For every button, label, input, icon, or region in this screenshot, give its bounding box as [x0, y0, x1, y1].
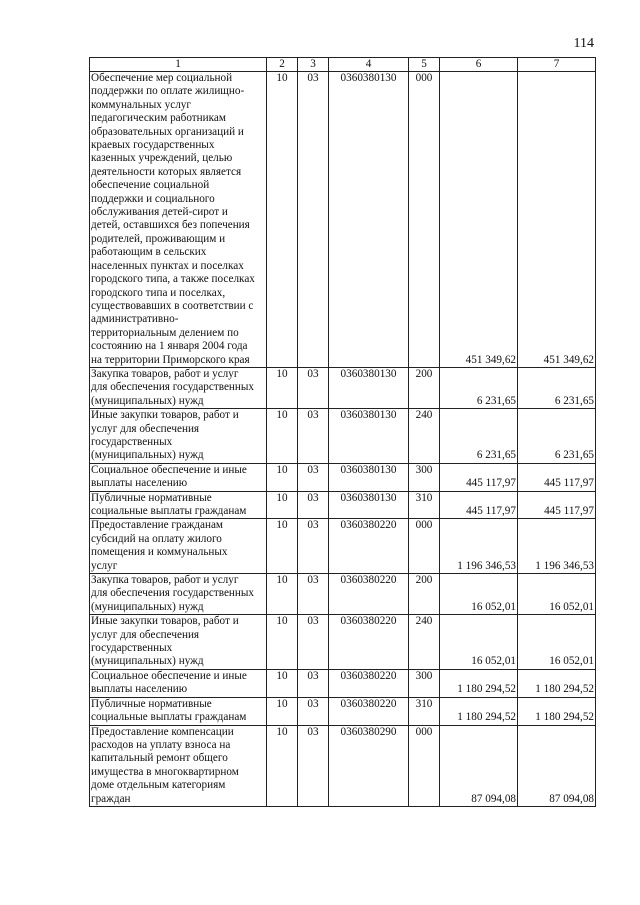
amount-col6: 445 117,97 — [440, 491, 518, 519]
target-article-code: 0360380290 — [329, 725, 409, 806]
column-header: 2 — [267, 58, 298, 72]
expense-name-cell — [90, 697, 267, 725]
expense-name-cell — [90, 574, 267, 615]
amount-col6: 6 231,65 — [440, 367, 518, 408]
section-code: 10 — [267, 725, 298, 806]
expense-type-code: 000 — [409, 725, 440, 806]
amount-col6: 16 052,01 — [440, 574, 518, 615]
section-code: 10 — [267, 491, 298, 519]
amount-col6: 1 180 294,52 — [440, 697, 518, 725]
section-code: 10 — [267, 409, 298, 464]
section-code: 10 — [267, 519, 298, 574]
table-row — [90, 574, 596, 615]
subsection-code: 03 — [298, 725, 329, 806]
header-row — [90, 58, 596, 72]
table-row — [90, 409, 596, 464]
column-header: 3 — [298, 58, 329, 72]
target-article-code: 0360380130 — [329, 463, 409, 491]
target-article-code: 0360380220 — [329, 697, 409, 725]
amount-col6: 451 349,62 — [440, 72, 518, 368]
expense-name-cell — [90, 463, 267, 491]
subsection-code: 03 — [298, 491, 329, 519]
page-number: 114 — [573, 36, 594, 51]
table-row — [90, 491, 596, 519]
expense-type-code: 310 — [409, 491, 440, 519]
expense-name: Предоставление компенсации расходов на уплату взноса на капитальный ремонт общего имущества в многоквартирном доме отдельным категориям граждан — [91, 725, 239, 805]
expense-name-cell — [90, 367, 267, 408]
table-row — [90, 615, 596, 670]
expense-type-code: 310 — [409, 697, 440, 725]
amount-col7: 6 231,65 — [518, 367, 596, 408]
section-code: 10 — [267, 615, 298, 670]
amount-col7: 1 180 294,52 — [518, 697, 596, 725]
subsection-code: 03 — [298, 615, 329, 670]
expense-type-code: 200 — [409, 367, 440, 408]
expense-name: Закупка товаров, работ и услуг для обеспечения государственных (муниципальных) нужд — [91, 367, 255, 407]
column-header: 7 — [518, 58, 596, 72]
target-article-code: 0360380130 — [329, 491, 409, 519]
amount-col6: 445 117,97 — [440, 463, 518, 491]
expense-type-code: 240 — [409, 615, 440, 670]
amount-col7: 445 117,97 — [518, 491, 596, 519]
target-article-code: 0360380220 — [329, 615, 409, 670]
subsection-code: 03 — [298, 463, 329, 491]
budget-table — [89, 57, 596, 807]
section-code: 10 — [267, 72, 298, 368]
column-header: 5 — [409, 58, 440, 72]
subsection-code: 03 — [298, 697, 329, 725]
subsection-code: 03 — [298, 519, 329, 574]
section-code: 10 — [267, 367, 298, 408]
table-row — [90, 72, 596, 368]
expense-name: Публичные нормативные социальные выплаты гражданам — [91, 697, 247, 724]
amount-col7: 87 094,08 — [518, 725, 596, 806]
table-row — [90, 463, 596, 491]
expense-name-cell — [90, 615, 267, 670]
target-article-code: 0360380130 — [329, 409, 409, 464]
amount-col7: 1 196 346,53 — [518, 519, 596, 574]
expense-name-cell — [90, 519, 267, 574]
amount-col6: 6 231,65 — [440, 409, 518, 464]
expense-type-code: 000 — [409, 519, 440, 574]
target-article-code: 0360380130 — [329, 72, 409, 368]
subsection-code: 03 — [298, 574, 329, 615]
expense-type-code: 300 — [409, 463, 440, 491]
amount-col7: 6 231,65 — [518, 409, 596, 464]
amount-col7: 16 052,01 — [518, 574, 596, 615]
expense-name: Социальное обеспечение и иные выплаты населению — [91, 669, 247, 696]
expense-name: Иные закупки товаров, работ и услуг для обеспечения государственных (муниципальных) нужд — [91, 409, 239, 462]
table-row — [90, 697, 596, 725]
table-row — [90, 519, 596, 574]
target-article-code: 0360380220 — [329, 669, 409, 697]
expense-name-cell — [90, 725, 267, 806]
amount-col6: 1 180 294,52 — [440, 669, 518, 697]
table-row — [90, 669, 596, 697]
expense-name: Предоставление гражданам субсидий на оплату жилого помещения и коммунальных услуг — [91, 519, 228, 572]
expense-name: Социальное обеспечение и иные выплаты населению — [91, 463, 247, 490]
subsection-code: 03 — [298, 72, 329, 368]
column-header: 4 — [329, 58, 409, 72]
expense-name: Закупка товаров, работ и услуг для обеспечения государственных (муниципальных) нужд — [91, 574, 255, 613]
section-code: 10 — [267, 574, 298, 615]
section-code: 10 — [267, 697, 298, 725]
table-row — [90, 367, 596, 408]
amount-col6: 16 052,01 — [440, 615, 518, 670]
amount-col6: 87 094,08 — [440, 725, 518, 806]
amount-col7: 1 180 294,52 — [518, 669, 596, 697]
target-article-code: 0360380220 — [329, 574, 409, 615]
expense-name-cell — [90, 491, 267, 519]
subsection-code: 03 — [298, 367, 329, 408]
table-row — [90, 725, 596, 806]
expense-name: Обеспечение мер социальной поддержки по оплате жилищно- коммунальных услуг педагогическим работникам образовательных организаций и краевых государственных казенных учреждений, целью деятельности которых является обеспечение социальной поддержки и социального обслуживания детей-сирот и детей, оставшихся без попечения родителей, проживающим и работающим в сельских населенных пунктах и поселках городского типа, а также поселках городского типа и поселках, существовавших в соответствии с административно- территориальным делением по состоянию на 1 января 2004 года на территории Приморского края — [91, 72, 255, 366]
expense-name: Иные закупки товаров, работ и услуг для обеспечения государственных (муниципальных) нужд — [91, 615, 239, 668]
expense-type-code: 300 — [409, 669, 440, 697]
expense-name-cell — [90, 669, 267, 697]
target-article-code: 0360380220 — [329, 519, 409, 574]
expense-name: Публичные нормативные социальные выплаты гражданам — [91, 491, 247, 517]
column-header: 1 — [90, 58, 267, 72]
amount-col7: 445 117,97 — [518, 463, 596, 491]
expense-name-cell — [90, 409, 267, 464]
amount-col6: 1 196 346,53 — [440, 519, 518, 574]
subsection-code: 03 — [298, 669, 329, 697]
expense-name-cell — [90, 72, 267, 368]
expense-type-code: 200 — [409, 574, 440, 615]
column-header: 6 — [440, 58, 518, 72]
subsection-code: 03 — [298, 409, 329, 464]
expense-type-code: 000 — [409, 72, 440, 368]
expense-type-code: 240 — [409, 409, 440, 464]
section-code: 10 — [267, 669, 298, 697]
section-code: 10 — [267, 463, 298, 491]
target-article-code: 0360380130 — [329, 367, 409, 408]
amount-col7: 451 349,62 — [518, 72, 596, 368]
amount-col7: 16 052,01 — [518, 615, 596, 670]
